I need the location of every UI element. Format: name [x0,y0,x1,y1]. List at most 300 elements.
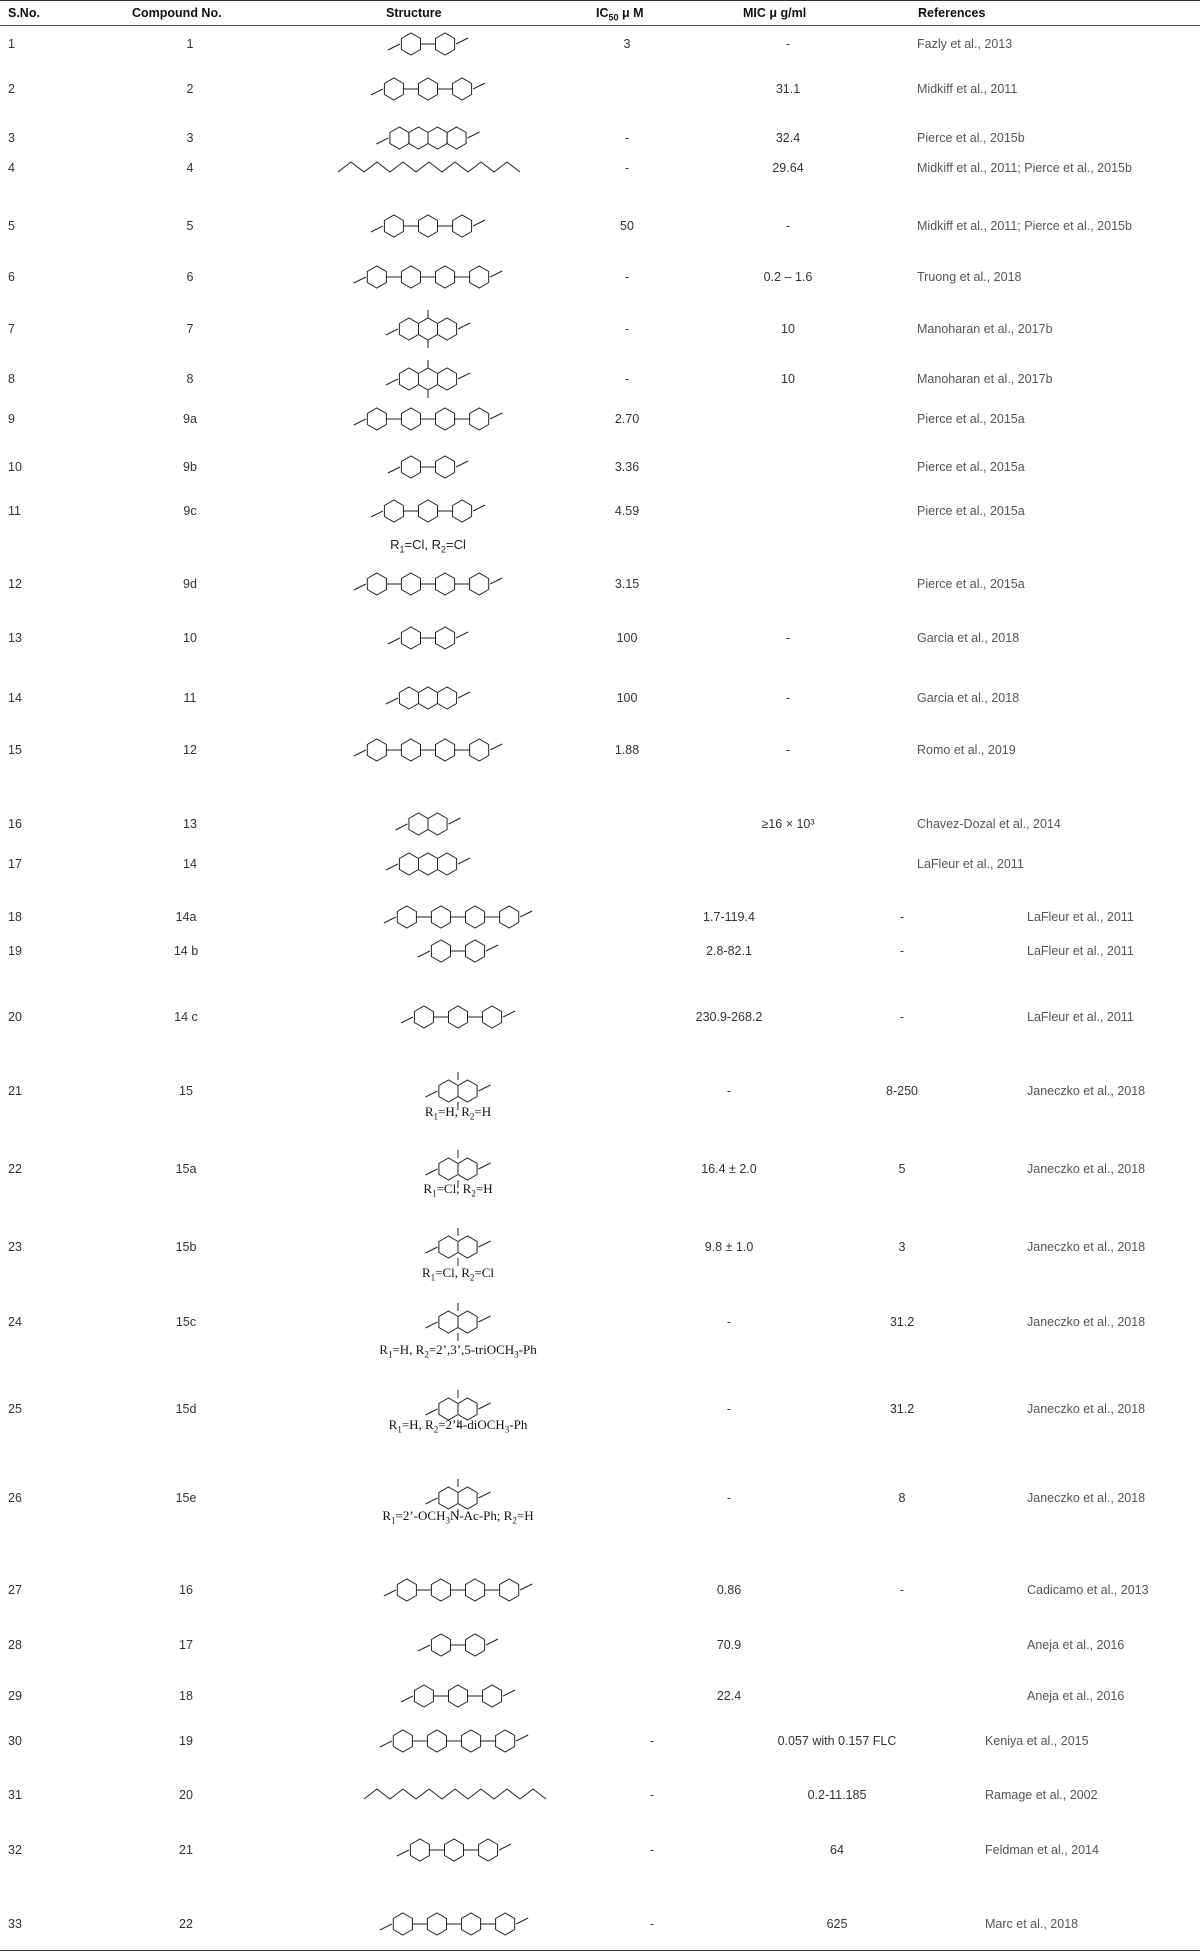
benzofuran-oxime-molecule-icon [318,670,538,726]
substituent-bond [418,1645,430,1651]
substituent-bond [520,911,532,917]
cell-sno: 30 [8,1734,22,1748]
cell-sno: 4 [8,161,15,175]
cell-sno: 7 [8,322,15,336]
cell-reference: Midkiff et al., 2011; Pierce et al., 2015b [917,161,1132,175]
cell-sno: 26 [8,1491,22,1505]
cell-ic50: 230.9-268.2 [695,1010,763,1024]
substituent-bond [388,467,400,473]
structure-cell [318,610,538,666]
cell-compound: 17 [179,1638,193,1652]
cell-reference: Manoharan et al., 2017b [917,372,1053,386]
cell-compound: 15b [175,1240,197,1254]
benzothiazole-icon [318,836,538,892]
cell-sno: 15 [8,743,22,757]
substituent-bond [479,1403,491,1409]
cell-compound: 18 [179,1689,193,1703]
substituent-bond [458,373,470,379]
squaramide-indoline-molecule-icon [344,1713,564,1769]
cell-sno: 16 [8,817,22,831]
substituent-bond [380,1924,392,1930]
substituent-bond [458,858,470,864]
chain-bond [364,1789,546,1799]
cell-mic: - [785,37,791,51]
ring [399,368,418,390]
ring [483,1006,502,1028]
cell-ic50: - [726,1084,732,1098]
cell-compound: 9c [183,504,197,518]
ring [401,33,420,55]
cell-sno: 29 [8,1689,22,1703]
substituent-bond [490,271,502,277]
substituent-bond [354,750,366,756]
substituent-bond [401,1696,413,1702]
cell-reference: LaFleur et al., 2011 [1027,1010,1134,1024]
cell-reference: Janeczko et al., 2018 [1027,1402,1146,1416]
cell-reference: Janeczko et al., 2018 [1027,1162,1146,1176]
cell-sno: 13 [8,631,22,645]
structure-cell [318,140,538,196]
ring [453,215,472,237]
cell-compound: 14 b [173,944,199,958]
ring [453,500,472,522]
cell-ic50: 70.9 [716,1638,742,1652]
cell-compound: 15e [175,1491,197,1505]
cell-sno: 8 [8,372,15,386]
cell-reference: Aneja et al., 2016 [1027,1689,1125,1703]
peptidomimetic-molecule-icon [348,1562,568,1618]
ring [384,500,403,522]
cell-ic50: - [726,1315,732,1329]
cell-mic: 0.2-11.185 [807,1788,867,1802]
substituent-bond [425,1169,437,1175]
cell-sno: 27 [8,1583,22,1597]
cell-reference: Midkiff et al., 2011 [917,82,1018,96]
cell-ic50: - [624,372,630,386]
structure-cell [348,923,568,979]
ring [458,1158,477,1180]
ring [409,813,428,835]
ring [393,1730,412,1752]
cell-compound: 9a [183,412,197,426]
ring [449,1006,468,1028]
cell-ic50: - [726,1402,732,1416]
cell-compound: 1 [186,37,194,51]
ring [384,78,403,100]
substituent-bond [425,1091,437,1097]
cell-ic50: - [624,322,630,336]
structure-cell [348,1617,568,1673]
cell-reference: Romo et al., 2019 [917,743,1016,757]
cell-reference: Keniya et al., 2015 [985,1734,1089,1748]
cell-mic: 5 [898,1162,906,1176]
cell-sno: 3 [8,131,15,145]
header-references: References [918,6,986,20]
cell-sno: 1 [8,37,15,51]
ring [458,1487,477,1509]
substituent-bond [503,1011,515,1017]
substituent-bond [456,632,468,638]
cell-reference: Garcia et al., 2018 [917,691,1020,705]
cell-reference: Ramage et al., 2002 [985,1788,1098,1802]
ring [500,1579,519,1601]
anthraquinone-icon [318,301,538,357]
cell-ic50: - [649,1734,655,1748]
ring [470,408,489,430]
ring [436,33,455,55]
cell-mic: - [785,691,791,705]
cell-reference: Chavez-Dozal et al., 2014 [917,817,1061,831]
substituent-bond [425,1322,437,1328]
cell-ic50: 2.70 [614,412,640,426]
ring [401,408,420,430]
cell-sno: 2 [8,82,15,96]
cell-sno: 25 [8,1402,22,1416]
cell-reference: Feldman et al., 2014 [985,1843,1099,1857]
cell-mic: 8-250 [886,1084,918,1098]
branched-aromatic-molecule-icon [318,249,538,305]
cell-compound: 5 [186,219,194,233]
cell-sno: 32 [8,1843,22,1857]
substituent-bond [425,1247,437,1253]
cell-sno: 18 [8,910,22,924]
cell-mic: 32.4 [775,131,801,145]
cell-compound: 16 [179,1583,193,1597]
cell-ic50: 9.8 ± 1.0 [704,1240,754,1254]
substituent-label: $R_1=2’-OCH_3N-Ac-Ph$; $R_2=H$ [382,1508,534,1526]
cell-ic50: - [624,131,630,145]
chain-bond [338,162,520,172]
cell-ic50: 1.88 [614,743,640,757]
cell-ic50: 3.36 [614,460,640,474]
cell-compound: 9b [183,460,197,474]
cell-reference: Janeczko et al., 2018 [1027,1491,1146,1505]
ring [431,1579,450,1601]
substituent-bond [371,511,383,517]
ring [419,215,438,237]
ring [419,500,438,522]
ring [466,1579,485,1601]
ring [462,1730,481,1752]
substituent-bond [490,744,502,750]
structure-cell [344,1896,564,1952]
ring [436,627,455,649]
ring [466,940,485,962]
ring [401,573,420,595]
structure-cell [318,722,538,778]
cyanine-dye-icon [348,989,568,1045]
cell-reference: Cadicamo et al., 2013 [1027,1583,1149,1597]
cell-reference: Pierce et al., 2015a [917,460,1025,474]
ring [458,1080,477,1102]
ring [401,739,420,761]
cell-mic: - [899,944,905,958]
structure-cell [318,198,538,254]
substituent-label: $R_1=H$, $R_2=2’,3’,5-triOCH_3-Ph$ [379,1342,537,1360]
cell-compound: 14a [175,910,197,924]
cell-reference: Pierce et al., 2015a [917,412,1025,426]
cell-sno: 11 [8,504,21,518]
cell-compound: 15a [175,1162,197,1176]
cell-reference: Garcia et al., 2018 [917,631,1020,645]
cell-ic50: - [649,1917,655,1931]
structure-cell [318,836,538,892]
substituent-bond [456,38,468,44]
header-structure: Structure [386,6,442,20]
cell-reference: Janeczko et al., 2018 [1027,1315,1146,1329]
cell-reference: Truong et al., 2018 [917,270,1022,284]
substituent-label: $R_1=Cl$, $R_2=H$ [423,1181,493,1199]
ring [436,573,455,595]
ring [438,687,457,709]
substituent-bond [384,1590,396,1596]
structure-cell [318,301,538,357]
cell-compound: 6 [186,270,194,284]
thiazolidinedione-icon [344,1822,564,1878]
substituent-bond [486,945,498,951]
substituent-bond [456,461,468,467]
substituent-bond [354,584,366,590]
ring [438,368,457,390]
substituent-bond [479,1085,491,1091]
ring [367,573,386,595]
cell-mic: - [785,631,791,645]
cell-mic: - [899,910,905,924]
ring [439,1236,458,1258]
cell-compound: 19 [179,1734,193,1748]
substituent-label: $R_1=Cl$, $R_2=Cl$ [390,537,466,555]
substituent-bond [388,638,400,644]
cell-sno: 14 [8,691,22,705]
cell-reference: Pierce et al., 2015a [917,577,1025,591]
cell-ic50: 2.8-82.1 [706,944,752,958]
cell-mic: - [899,1010,905,1024]
fatty-acid-chain-icon [318,140,538,196]
substituent-bond [479,1241,491,1247]
ring [479,1839,498,1861]
cell-compound: 12 [183,743,197,757]
triazole-ester-molecule-icon [348,1617,568,1673]
cell-compound: 15d [175,1402,197,1416]
cell-compound: 22 [179,1917,193,1931]
substituent-bond [425,1409,437,1415]
ring [419,318,438,340]
cell-sno: 33 [8,1917,22,1931]
substituent-bond [479,1163,491,1169]
cell-ic50: 3.15 [614,577,640,591]
cell-compound: 14 [183,857,197,871]
cell-sno: 5 [8,219,15,233]
cell-mic: 625 [826,1917,848,1931]
cell-reference: Janeczko et al., 2018 [1027,1084,1146,1098]
ring [439,1158,458,1180]
structure-cell [348,1562,568,1618]
cell-compound: 15 [179,1084,193,1098]
cell-compound: 13 [183,817,197,831]
cell-ic50: - [649,1843,655,1857]
ring [458,1236,477,1258]
cell-mic: 0.2 – 1.6 [763,270,813,284]
ring [401,456,420,478]
cell-compound: 20 [179,1788,193,1802]
ring [496,1730,515,1752]
table-bottom-rule [0,1950,1200,1951]
header-compound: Compound No. [132,6,222,20]
cell-sno: 9 [8,412,15,426]
ring [399,687,418,709]
substituent-bond [458,323,470,329]
cell-ic50: 100 [616,631,638,645]
substituent-bond [425,1498,437,1504]
cell-mic: - [785,219,791,233]
substituent-bond [520,1584,532,1590]
structure-cell [318,483,538,539]
substituent-bond [479,1316,491,1322]
cell-sno: 21 [8,1084,22,1098]
substituent-bond [458,692,470,698]
cell-reference: Manoharan et al., 2017b [917,322,1053,336]
cell-compound: 14 c [174,1010,198,1024]
structure-cell [318,249,538,305]
cell-sno: 17 [8,857,22,871]
cell-mic: 29.64 [772,161,804,175]
cell-ic50: 3 [623,37,631,51]
ring [439,1487,458,1509]
salicylanilide-molecule-icon [318,610,538,666]
cell-ic50: 50 [620,219,634,233]
substituent-bond [503,1690,515,1696]
ring [431,1634,450,1656]
ring [419,687,438,709]
cell-reference: LaFleur et al., 2011 [917,857,1024,871]
substituent-bond [449,818,461,824]
cell-ic50: 1.7-119.4 [703,910,755,924]
ring [453,78,472,100]
ring [410,1839,429,1861]
substituent-bond [371,226,383,232]
ring [466,1634,485,1656]
ring [436,408,455,430]
cell-compound: 11 [183,691,197,705]
substituent-bond [418,951,430,957]
ring [419,853,438,875]
cell-ic50: 4.59 [614,504,640,518]
farnesol-chain-icon [344,1767,564,1823]
substituent-bond [473,83,485,89]
ring [399,853,418,875]
cell-ic50: 100 [616,691,638,705]
cell-sno: 6 [8,270,15,284]
substituent-bond [490,578,502,584]
cell-compound: 10 [183,631,197,645]
cell-sno: 23 [8,1240,22,1254]
cell-mic: ≥16 × 10³ [761,817,815,831]
substituent-label: $R_1=H$, $R_2=2’4-diOCH_3-Ph$ [388,1417,528,1435]
cell-sno: 22 [8,1162,22,1176]
ring [367,266,386,288]
substituent-bond [386,864,398,870]
cell-mic: - [899,1583,905,1597]
structure-cell [344,1713,564,1769]
cell-sno: 31 [8,1788,22,1802]
cell-reference: Marc et al., 2018 [985,1917,1079,1931]
substituent-bond [486,1639,498,1645]
substituent-bond [468,132,480,138]
substituent-bond [516,1918,528,1924]
ring [428,813,447,835]
structure-cell [318,670,538,726]
substituent-bond [354,419,366,425]
substituent-bond [516,1735,528,1741]
cell-mic: 3 [898,1240,906,1254]
header-ic50: $IC_{50}$ μ M [596,6,644,23]
ring [397,1579,416,1601]
cell-reference: Midkiff et al., 2011; Pierce et al., 2015b [917,219,1132,233]
cell-mic: 8 [898,1491,906,1505]
substituent-bond [395,824,407,830]
substituent-bond [401,1017,413,1023]
ring [384,215,403,237]
cell-ic50: 22.4 [716,1689,742,1703]
ring [496,1913,515,1935]
substituent-bond [473,505,485,511]
cell-ic50: - [649,1788,655,1802]
substituent-bond [473,220,485,226]
benzamide-molecule-icon [318,722,538,778]
ring [439,1080,458,1102]
substituent-bond [388,44,400,50]
ring [483,1685,502,1707]
ring [431,940,450,962]
ring [449,1685,468,1707]
cell-reference: Fazly et al., 2013 [917,37,1013,51]
cell-mic: 10 [781,322,795,336]
substituent-bond [386,329,398,335]
ring [436,739,455,761]
cell-sno: 28 [8,1638,22,1652]
cell-compound: 3 [186,131,194,145]
bicyclic-ketone-molecule-icon [318,61,538,117]
structure-cell [318,61,538,117]
cell-sno: 24 [8,1315,22,1329]
ring [462,1913,481,1935]
cell-compound: 9d [183,577,197,591]
ring [439,1311,458,1333]
tricyclic-piperazine-molecule-icon [318,198,538,254]
cell-ic50: - [624,161,630,175]
cell-reference: Janeczko et al., 2018 [1027,1240,1146,1254]
cell-compound: 8 [186,372,194,386]
ring [393,1913,412,1935]
cell-compound: 2 [186,82,194,96]
ring [436,266,455,288]
ring [436,456,455,478]
cell-reference: Aneja et al., 2016 [1027,1638,1125,1652]
header-mic: MIC μ g/ml [743,6,807,20]
thiazole-thiazolidinone-icon [344,1896,564,1952]
ring [470,266,489,288]
cell-compound: 4 [186,161,194,175]
spiro-amine-molecule-icon [318,556,538,612]
ring [414,1685,433,1707]
substituent-label: $R_1=Cl$, $R_2=Cl$ [421,1265,495,1283]
cell-reference: LaFleur et al., 2011 [1027,910,1134,924]
ring [419,368,438,390]
table-top-rule [0,0,1200,1]
ring [367,739,386,761]
cell-reference: Pierce et al., 2015a [917,504,1025,518]
header-sno: S.No. [8,6,40,20]
